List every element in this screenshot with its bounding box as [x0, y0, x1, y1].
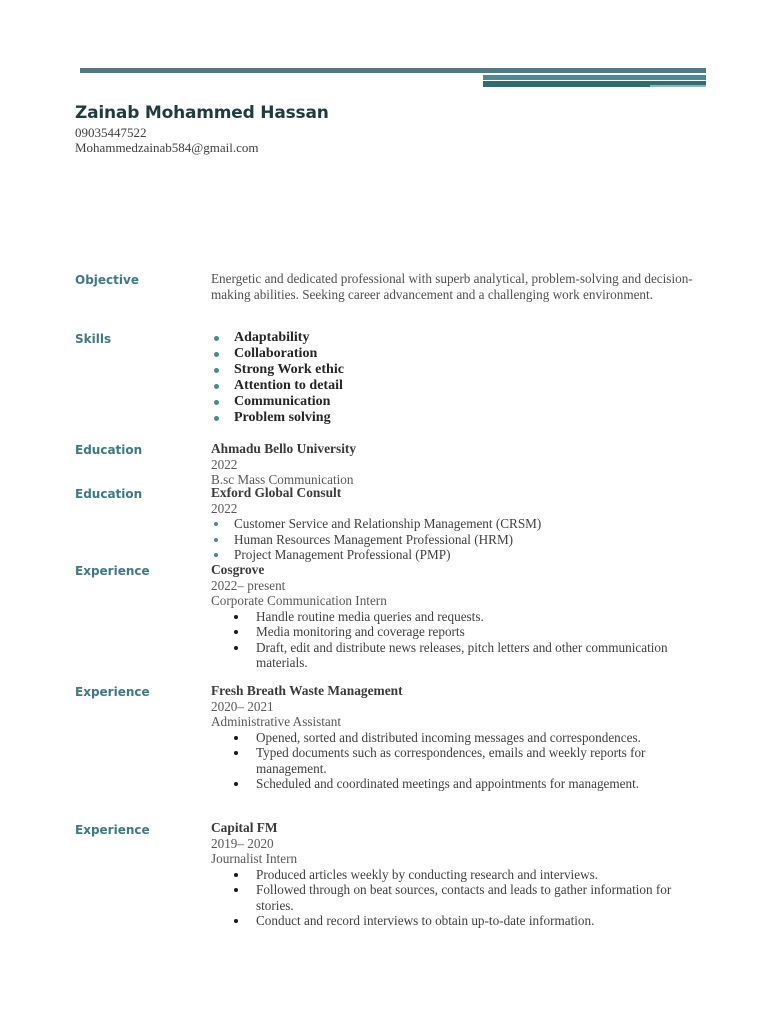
certification-item: Project Management Professional (PMP)	[211, 547, 701, 563]
job-role: Corporate Communication Intern	[211, 593, 387, 608]
header-accent-bar	[650, 85, 706, 87]
company-name: Capital FM	[211, 820, 278, 835]
duty-item: Handle routine media queries and requests.	[211, 609, 701, 625]
duty-item: Conduct and record interviews to obtain up-to-date information.	[211, 913, 701, 929]
duty-list	[211, 609, 701, 671]
education-entry	[211, 441, 701, 488]
company-name: Fresh Breath Waste Management	[211, 683, 403, 698]
skill-item: Problem solving	[211, 410, 701, 426]
duty-item: Followed through on beat sources, contacts and leads to gather information for stories.	[211, 882, 701, 913]
section-label-objective: Objective	[75, 273, 139, 287]
duty-list	[211, 730, 701, 792]
employment-period: 2019– 2020	[211, 835, 274, 851]
phone-number: 09035447522	[75, 125, 147, 140]
skill-item: Attention to detail	[211, 378, 701, 394]
company-name: Cosgrove	[211, 562, 265, 577]
section-label-experience: Experience	[75, 564, 150, 578]
section-label-experience: Experience	[75, 685, 150, 699]
institution-name: Ahmadu Bello University	[211, 441, 357, 456]
certification-item: Customer Service and Relationship Management (CRSM)	[211, 516, 701, 532]
section-label-experience: Experience	[75, 823, 150, 837]
skill-item: Collaboration	[211, 346, 701, 362]
certification-list	[211, 516, 701, 563]
experience-entry	[211, 562, 701, 671]
education-year: 2022	[211, 456, 238, 472]
certification-item: Human Resources Management Professional (HRM)	[211, 532, 701, 548]
objective-text: Energetic and dedicated professional with superb analytical, problem-solving and decision-making abilities. Seeking career advancement and a challenging work environment.	[211, 271, 693, 302]
duty-item: Scheduled and coordinated meetings and appointments for management.	[211, 776, 701, 792]
education-year: 2022	[211, 500, 238, 516]
skill-item: Adaptability	[211, 330, 701, 346]
header-accent-bar	[483, 75, 706, 80]
email-address: Mohammedzainab584@gmail.com	[75, 140, 259, 155]
skill-item: Communication	[211, 394, 701, 410]
section-label-education: Education	[75, 487, 143, 501]
duty-list	[211, 867, 701, 929]
skill-item: Strong Work ethic	[211, 362, 701, 378]
duty-item: Media monitoring and coverage reports	[211, 624, 701, 640]
experience-entry	[211, 820, 701, 929]
job-role: Administrative Assistant	[211, 714, 342, 729]
header-rule	[80, 68, 706, 73]
duty-item: Draft, edit and distribute news releases, pitch letters and other communication materials.	[211, 640, 701, 671]
duty-item: Produced articles weekly by conducting research and interviews.	[211, 867, 701, 883]
education-entry	[211, 485, 701, 563]
skills-section	[211, 330, 701, 426]
degree: B.sc Mass Communication	[211, 472, 354, 487]
section-label-education: Education	[75, 443, 143, 457]
institution-name: Exford Global Consult	[211, 485, 342, 500]
job-role: Journalist Intern	[211, 851, 298, 866]
candidate-name: Zainab Mohammed Hassan	[75, 103, 329, 123]
duty-item: Opened, sorted and distributed incoming messages and correspondences.	[211, 730, 701, 746]
experience-entry	[211, 683, 701, 792]
employment-period: 2020– 2021	[211, 698, 274, 714]
section-label-skills: Skills	[75, 332, 112, 346]
employment-period: 2022– present	[211, 577, 286, 593]
duty-item: Typed documents such as correspondences, emails and weekly reports for management.	[211, 745, 701, 776]
skills-list	[211, 330, 701, 426]
